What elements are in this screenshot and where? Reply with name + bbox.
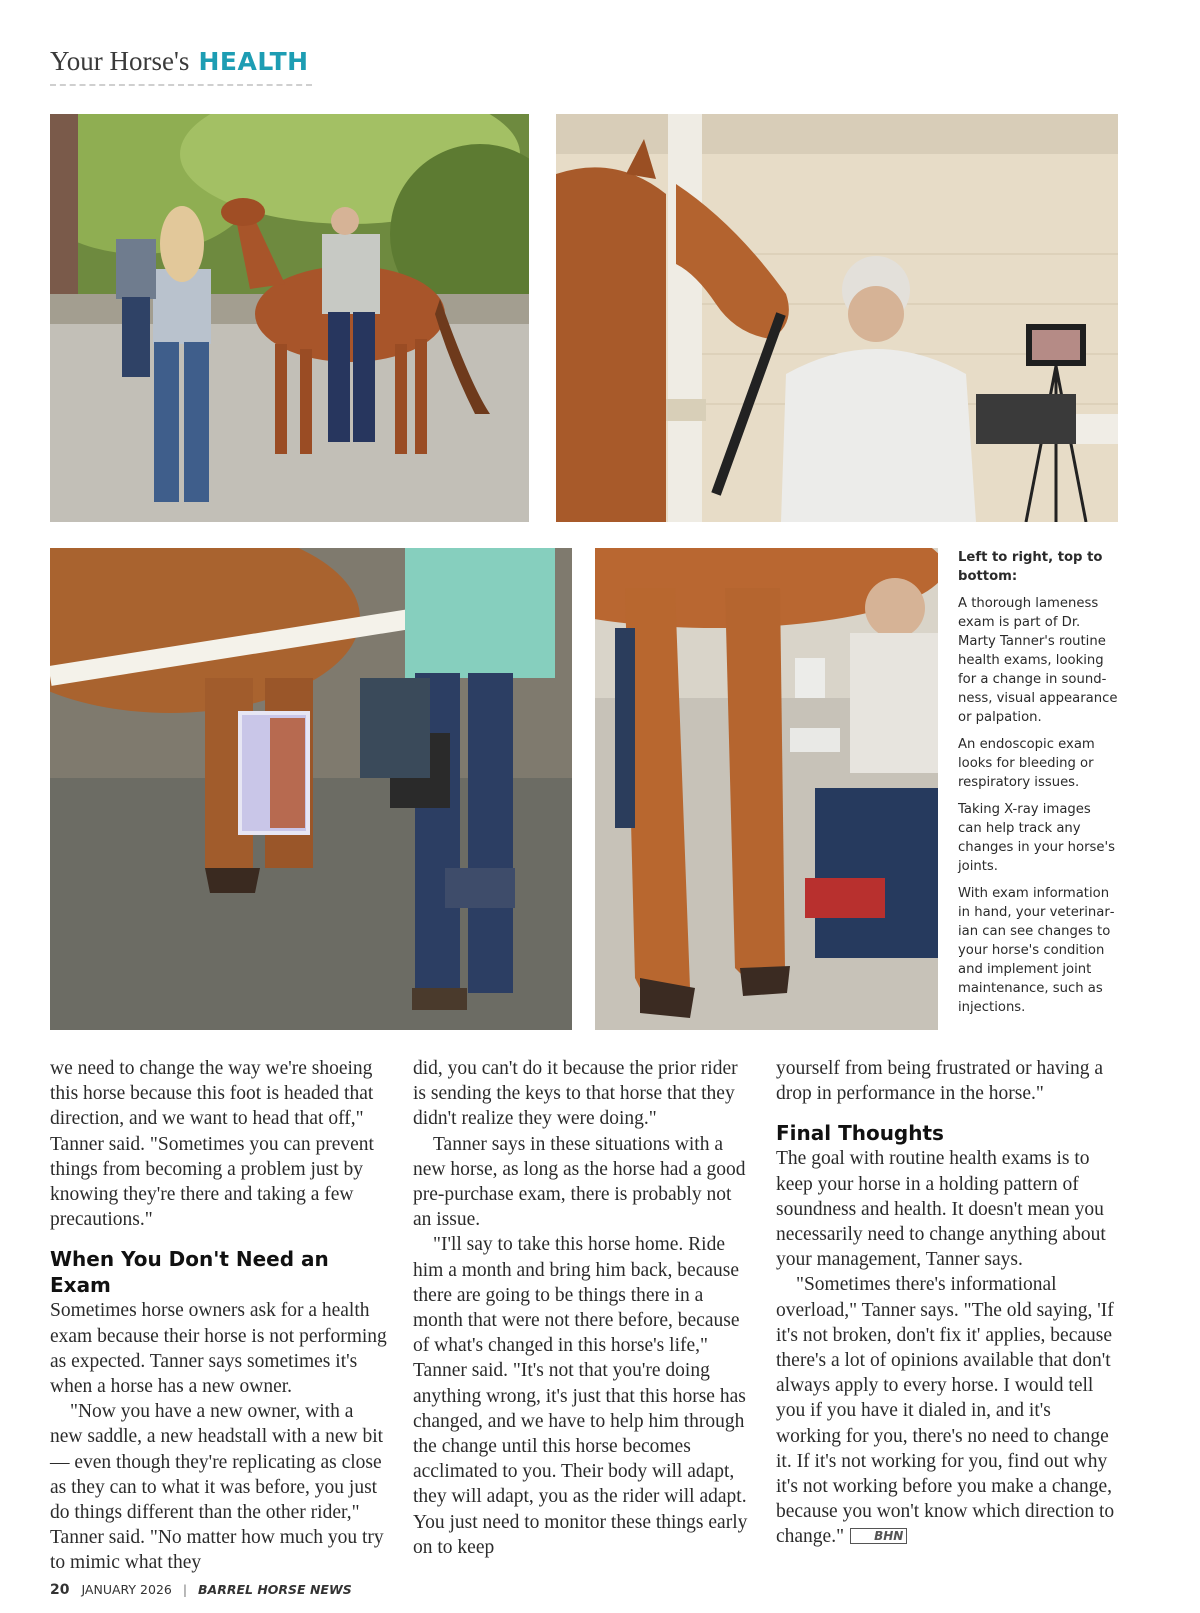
- body-paragraph: Sometimes horse owners ask for a health exam because their horse is not performing as expected. Tanner says sometimes it's when a horse has a new owner.: [50, 1300, 387, 1398]
- body-paragraph: The goal with routine health exams is to keep your horse in a holding pattern of soundness and health. It doesn't mean you necessarily need to change anything about your management, Tanner says.: [776, 1148, 1106, 1271]
- body-paragraph-text: "Sometimes there's informational overload," Tanner says. "The old saying, 'If it's not broken, don't fix it' applies, because there's a lot of opinions available that don't always apply to every horse. I would tell you if you have it dialed in, and it's working for you, there's no need to change it. If it's not working for you, find out why it's not working before you make a change, because you won't know which direction to change.": [776, 1274, 1115, 1548]
- body-paragraph-last: [776, 1272, 1116, 1549]
- body-paragraph: "I'll say to take this horse home. Ride him a month and bring him back, because there are going to be things there in a month that were not there before, because of what's changed in this horse's life," Tanner said. "It's not that you're doing anything wrong, it's just that this horse has changed, and we have to help him through the change until this horse becomes acclimated to you. Their body will adapt, they will adapt, you as the rider will adapt. You just need to monitor these things early on to keep: [413, 1234, 748, 1558]
- xray-photo: [50, 548, 572, 1030]
- body-paragraph: we need to change the way we're shoeing this horse because this foot is headed that direction, and we want to head that off," Tanner said. "Sometimes you can prevent things from becoming a problem just by knowing they're there and taking a few precautions.": [50, 1058, 374, 1231]
- caption-item: A thorough lameness exam is part of Dr. Marty Tanner's routine health exams, looking for a change in soundness, visual appearance or palpation.: [958, 596, 1118, 725]
- page-number: 20: [50, 1582, 70, 1598]
- endoscopic-exam-photo: [556, 114, 1118, 522]
- article-column-3: [776, 1056, 1116, 1550]
- article-column-2: [413, 1056, 753, 1560]
- publication-name: BARREL HORSE NEWS: [198, 1582, 352, 1597]
- body-paragraph: "Now you have a new owner, with a new saddle, a new headstall with a new bit — even though they're replicating as close as they can to what it was before, you just do things different than the other rider," Tanner said. "No matter how much you try to mimic what they: [50, 1401, 384, 1574]
- lameness-exam-photo: [50, 114, 529, 522]
- page-footer: [50, 1582, 352, 1598]
- issue-date: JANUARY 2026: [81, 1582, 172, 1597]
- subhead-final-thoughts: Final Thoughts: [776, 1121, 944, 1146]
- footer-separator: |: [182, 1582, 188, 1597]
- section-header: [50, 46, 312, 86]
- bhn-end-mark-icon: BHN: [850, 1528, 907, 1544]
- body-paragraph: did, you can't do it because the prior rider is sending the keys to that horse that they didn't realize they were doing.": [413, 1058, 738, 1130]
- caption-item: An endoscopic exam looks for bleeding or respiratory issues.: [958, 737, 1095, 790]
- body-paragraph: yourself from being frustrated or having a drop in performance in the horse.": [776, 1058, 1104, 1105]
- section-header-accent: HEALTH: [198, 47, 309, 76]
- body-paragraph: Tanner says in these situations with a new horse, as long as the horse had a good pre-purchase exam, there is probably not an issue.: [413, 1133, 746, 1231]
- caption-title: Left to right, top to bottom:: [958, 550, 1103, 584]
- caption-item: Taking X-ray images can help track any changes in your horse's joints.: [958, 802, 1115, 874]
- article-column-1: [50, 1056, 390, 1576]
- subhead-when-no-exam: When You Don't Need an Exam: [50, 1247, 329, 1298]
- photo-caption: [958, 548, 1118, 1025]
- section-header-lead: Your Horse's: [50, 46, 190, 76]
- caption-item: With exam information in hand, your veterinarian can see changes to your horse's condition and implement joint maintenance, such as injections.: [958, 886, 1115, 1015]
- joint-injection-photo: [595, 548, 938, 1030]
